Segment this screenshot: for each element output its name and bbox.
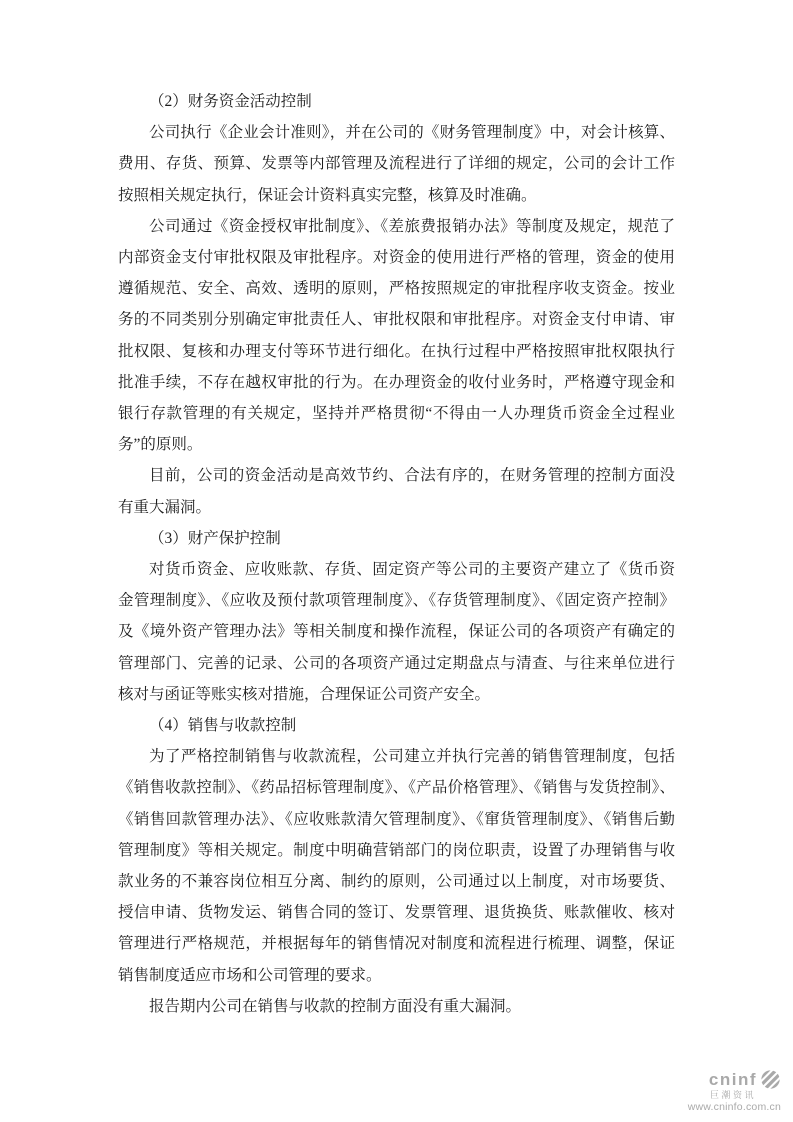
cninfo-url: www.cninfo.com.cn: [687, 1101, 781, 1113]
body-paragraph: 公司执行《企业会计准则》，并在公司的《财务管理制度》中，对会计核算、费用、存货、预算、发票等内部管理及流程进行了详细的规定，公司的会计工作按照相关规定执行，保证会计资料真实完整，核算及时准确。: [118, 124, 675, 204]
cninfo-logo-text: cninf: [708, 1070, 757, 1089]
body-paragraph: 目前，公司的资金活动是高效节约、合法有序的，在财务管理的控制方面没有重大漏洞。: [118, 467, 675, 516]
body-paragraph: 公司通过《资金授权审批制度》、《差旅费报销办法》等制度及规定，规范了内部资金支付审批权限及审批程序。对资金的使用进行严格的管理，资金的使用遵循规范、安全、高效、透明的原则，严格按照规定的审批程序收支资金。按业务的不同类别分别确定审批责任人、审批权限和审批程序。对资金支付申请、审批权限、复核和办理支付等环节进行细化。在执行过程中严格按照审批权限执行批准手续，不存在越权审批的行为。在办理资金的收付业务时，严格遵守现金和银行存款管理的有关规定，坚持并严格贯彻“不得由一人办理货币资金全过程业务”的原则。: [118, 217, 675, 454]
cninfo-swirl-icon: [760, 1069, 781, 1090]
cninfo-subtitle: 巨潮资讯: [709, 1090, 756, 1100]
body-paragraph: 报告期内公司在销售与收款的控制方面没有重大漏洞。: [149, 997, 522, 1015]
cninfo-logo-row: [688, 1069, 781, 1090]
section-heading: （3）财产保护控制: [149, 529, 281, 547]
document-body: [118, 86, 675, 1022]
body-paragraph: 为了严格控制销售与收款流程，公司建立并执行完善的销售管理制度，包括《销售收款控制》、《药品招标管理制度》、《产品价格管理》、《销售与发货控制》、《销售回款管理办法》、《应收账款清欠管理制度》、《窜货管理制度》、《销售后勤管理制度》等相关规定。制度中明确营销部门的岗位职责，设置了办理销售与收款业务的不兼容岗位相互分离、制约的原则，公司通过以上制度，对市场要货、授信申请、货物发运、销售合同的签订、发票管理、退货换货、账款催收、核对管理进行严格规范，并根据每年的销售情况对制度和流程进行梳理、调整，保证销售制度适应市场和公司管理的要求。: [118, 748, 675, 984]
section-heading: （4）销售与收款控制: [149, 717, 297, 735]
section-heading: （2）财务资金活动控制: [149, 93, 312, 110]
cninfo-watermark: [688, 1069, 781, 1113]
body-paragraph: 对货币资金、应收账款、存货、固定资产等公司的主要资产建立了《货币资金管理制度》、《应收及预付款项管理制度》、《存货管理制度》、《固定资产控制》及《境外资产管理办法》等相关制度和操作流程，保证公司的各项资产有确定的管理部门、完善的记录、公司的各项资产通过定期盘点与清查、与往来单位进行核对与函证等账实核对措施，合理保证公司资产安全。: [118, 561, 675, 703]
